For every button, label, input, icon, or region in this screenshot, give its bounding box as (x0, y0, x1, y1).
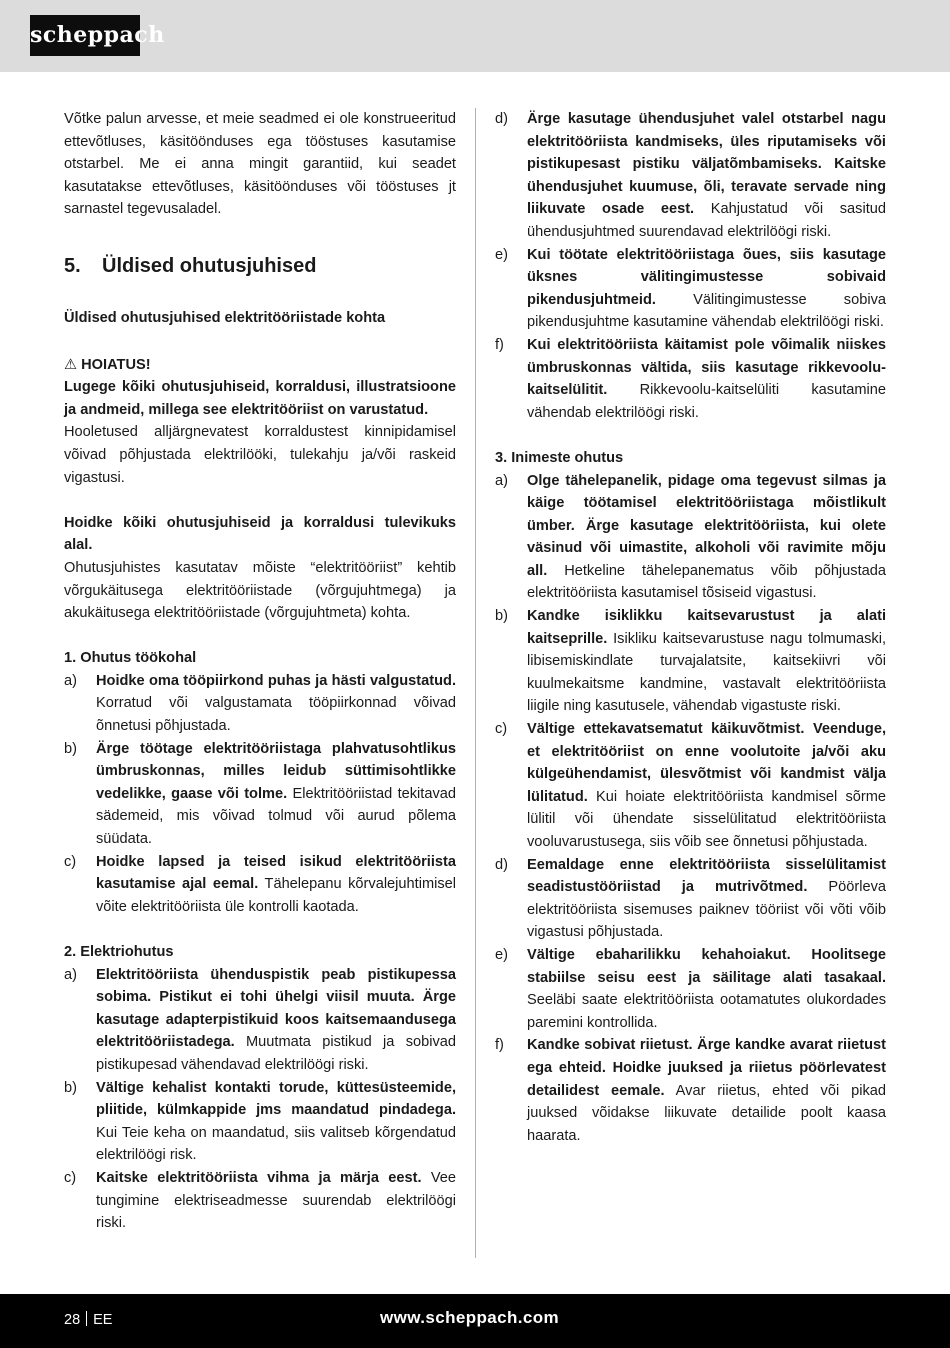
column-divider (475, 108, 476, 1258)
section-heading (64, 251, 456, 281)
list-item: e) Kui töötate elektritööriistaga õues, siis kasutage üksnes välitingimustesse sobivaid pikendusjuhtmeid. Välitingimustesse sobiva pikendusjuhtme kasutamine vähendab elektrilöögi riski. (495, 246, 886, 331)
intro-paragraph: Võtke palun arvesse, et meie seadmed ei ole konstrueeritud ettevõtluses, käsitöönduses ega tööstuses kasutamise otstarbel. Me ei anna mingit garantiid, kui seadet kasutatakse ettevõtluses, käsitöönduses või tööstuses jt sarnastel tegevusaladel. (64, 111, 456, 218)
list-item: f) Kandke sobivat riietust. Ärge kandke avarat riietust ega ehteid. Hoidke juuksed ja riietus pöörlevatest detailidest eemale. Avar riietus, ehted või pikad juuksed võidakse liikuvate detailide poolt kaasa haarata. (495, 1037, 886, 1144)
list-item: c) Hoidke lapsed ja teised isikud elektritööriista kasutamise ajal eemal. Tähelepanu kõrvalejuhtimisel võite elektritööriista üle kontrolli kaotada. (64, 853, 456, 915)
list-item: a) Elektritööriista ühenduspistik peab pistikupessa sobima. Pistikut ei tohi ühelgi viisil muuta. Ärge kasutage adapterpistikuid koos kaitsemaandusega elektritööriistadega. Muutmata pistikud ja sobivad pistikupesad vähendavad elektrilöögi riski. (64, 966, 456, 1073)
section-title: Üldised ohutusjuhised (102, 254, 317, 277)
list-item: b) Kandke isiklikku kaitsevarustust ja alati kaitseprille. Isikliku kaitsevarustuse nagu tolmumaski, libisemiskindlate turvajalatsite, kaitsekiivri või kuulmekaitsme kandmine, vastavalt elektritööriista liigile ning kasutusele, vähendab vigastuste riski. (495, 608, 886, 715)
list-item: a) Olge tähelepanelik, pidage oma tegevust silmas ja käige töötamisel elektritööriistaga mõistlikult ümber. Ärge kasutage elektritööriista, kui olete väsinud või uimastite, alkoholi või ravimite mõju all. Hetkeline tähelepanematus võib põhjustada elektritööriista kasutamisel tõsiseid vigastusi. (495, 472, 886, 602)
electrical-safety-list (64, 964, 456, 1235)
right-column (495, 108, 886, 1147)
warning-label: ⚠ HOIATUS! (64, 356, 151, 373)
left-column (64, 108, 456, 1235)
section-number: 5. (64, 254, 81, 277)
list-item: b) Vältige kehalist kontakti torude, küttesüsteemide, pliitide, külmkappide jms maandatud pindadega. Kui Teie keha on maandatud, siis valitseb kõrgendatud elektrilöögi risk. (64, 1079, 456, 1164)
personal-safety-title: 3. Inimeste ohutus (495, 449, 624, 466)
warning-text: Hooletused alljärgnevatest korraldustest kinnipidamisel võivad põhjustada elektrilööki, tulekahju ja/või raskeid vigastusi. (64, 424, 456, 486)
list-item: c) Vältige ettekavatsematut käikuvõtmist. Veenduge, et elektritööriist on enne voolutoite ja/või aku külgeühendamist, ülesvõtmist või kandmist välja lülitatud. Kui hoiate elektritööriista kandmisel sõrme lülitil või ühendate sisselülitatud elektritööriista vooluvarustusega, siis võib see õnnetusi põhjustada. (495, 721, 886, 850)
language-code: EE (93, 1312, 113, 1328)
list-item: f) Kui elektritööriista käitamist pole võimalik niiskes ümbruskonnas vältida, siis kasutage rikkevoolu-kaitselülitit. Rikkevoolu-kaitselüliti kasutamine vähendab elektrilöögi riski. (495, 336, 886, 421)
page-header (0, 0, 950, 72)
website-link[interactable]: www.scheppach.com (380, 1308, 560, 1327)
brand-logo: scheppach (30, 15, 140, 56)
list-item: b) Ärge töötage elektritööriistaga plahvatusohtlikus ümbruskonnas, milles leidub süttimisohtlikke vedelikke, gaase või tolme. Elektritööriistad tekitavad sädemeid, mis võivad tolmud või aurud põlema süüdata. (64, 740, 456, 848)
electrical-safety-list-continued (495, 108, 886, 424)
list-item: e) Vältige ebaharilikku kehahoiakut. Hoolitsege stabiilse seisu eest ja säilitage alati tasakaal. Seeläbi saate elektritööriista ootamatutes olukordades paremini kontrollida. (495, 946, 886, 1031)
list-item: d) Eemaldage enne elektritööriista sisselülitamist seadistustööriistad ja mutrivõtmed. Pöörleva elektritööriista sisemuses paiknev tööriist või võti võib vigastusi põhjustada. (495, 856, 886, 941)
workplace-safety-list (64, 670, 456, 919)
subsection-title: Üldised ohutusjuhised elektritööriistade kohta (64, 309, 386, 326)
warning-bold-text: Lugege kõiki ohutusjuhiseid, korraldusi, illustratsioone ja andmeid, millega see elektritööriist on varustatud. (64, 379, 456, 418)
keep-instructions-bold: Hoidke kõiki ohutusjuhiseid ja korraldusi tulevikuks alal. (64, 514, 456, 554)
electrical-safety-title: 2. Elektriohutus (64, 944, 174, 960)
keep-instructions-text: Ohutusjuhistes kasutatav mõiste “elektritööriist” kehtib võrgukäitusega elektritööriistade (võrgujuhtmega) ja akukäitusega elektritööriistade (võrgujuhtmeta) kohta. (64, 559, 456, 622)
list-item: a) Hoidke oma tööpiirkond puhas ja hästi valgustatud. Korratud või valgustamata tööpiirkonnad võivad õnnetusi põhjustada. (64, 672, 456, 735)
workplace-safety-title: 1. Ohutus töökohal (64, 650, 197, 667)
personal-safety-list (495, 470, 886, 1148)
page-indicator (64, 1311, 112, 1328)
page-footer (0, 1294, 950, 1348)
list-item: d) Ärge kasutage ühendusjuhet valel otstarbel nagu elektritööriista kandmiseks, üles riputamiseks või pistikupesast pistiku väljatõmbamiseks. Kaitske ühendusjuhet kuumuse, õli, teravate servade ning liikuvate osade eest. Kahjustatud või sasitud ühendusjuhtmed suurendavad elektrilöögi riski. (495, 111, 886, 240)
page-number: 28 (64, 1312, 81, 1328)
list-item: c) Kaitske elektritööriista vihma ja märja eest. Vee tungimine elektriseadmesse suurendab elektrilöögi riski. (64, 1169, 456, 1232)
